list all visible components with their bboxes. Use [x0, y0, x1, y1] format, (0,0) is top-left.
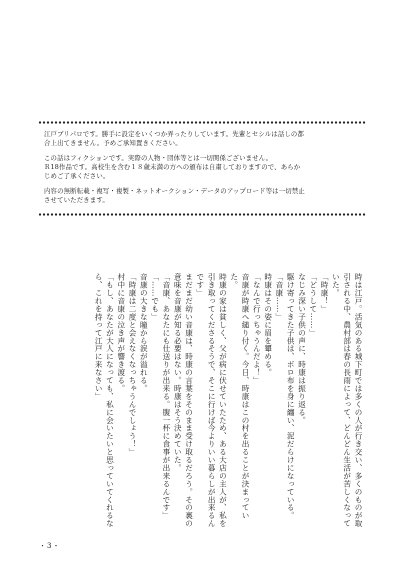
story-paragraph: 時康はその姿に眉を顰める。	[263, 273, 273, 377]
story-paragraph: 村中に音康の泣き声が響き渡る。	[116, 273, 126, 393]
story-paragraph: 「……でも」	[150, 273, 160, 321]
dotted-rule-top	[38, 121, 366, 124]
page-number: ・3・	[39, 542, 61, 550]
story-paragraph: 「なんで行っちゃうんだよ！」	[252, 273, 262, 385]
notice-paragraph-copyright: 内容の無断転載・複写・複製・ネットオークション・データのアップロード等は一切禁止 させていただきます。	[44, 187, 305, 204]
story-paragraph: 「時康は二度と会えなくなっちゃうんでしょう！」	[128, 273, 138, 456]
story-paragraph: 「音康……」	[274, 273, 284, 321]
story-paragraph: 「どうして……」	[308, 273, 318, 337]
notice-paragraph-intro: 江戸ブリパロです。勝手に設定をいくつか弄ったりしています。先輩とセシルは話しの都 合上出てきません。予めご承知置きください。	[44, 130, 304, 147]
story-paragraph: なじみ深い子供の声に、時康は振り返る。	[297, 273, 307, 425]
notice-paragraph-fiction: この話はフィクションです。実際の人物・団体等とは一切関係ございません。 Ｒ18作品です。高校生を含む１８歳未満の方への頒布は自粛しておりますので、あらか じめご了承ください。	[44, 154, 301, 180]
story-paragraph: 駆け寄ってきた子供は、ボロ布を身に纏い、泥だらけになっている。	[286, 273, 296, 520]
story-paragraph: 時は江戸。活気のある城下町では多くの人が行き交い、多くのものが取引される中、農村部は春の長雨によって、どんどん生活が苦しくなっていた。	[331, 273, 363, 528]
story-paragraph: 「時康！」	[320, 273, 330, 313]
dotted-rule-bottom	[38, 213, 366, 216]
story-body	[46, 273, 364, 535]
story-paragraph: 「音康、あなたにも仕送りが出来る。腹一杯に食事が出来るんです」	[161, 273, 171, 520]
story-paragraph: 「もし、あなたが大人になっても、私に会いたいと思っていてくれるなら、これを持って江戸に来なさい」	[94, 273, 115, 528]
story-paragraph: 音康が時康へ縋り付く。今日、時康はこの村を出ることが決まっていた。	[229, 273, 251, 520]
story-paragraph: まだまだ幼い音康は、時康の言葉をそのまま受け取るだろう。その裏の意味を音康が知る必要はない。時康はそう決めていた。	[173, 273, 194, 528]
notice-box	[38, 121, 366, 216]
notice-body	[44, 130, 362, 211]
story-paragraph: 音康の大きな瞳から涙が溢れる。	[139, 273, 149, 393]
story-paragraph: 時康の家は貧しく、父が病に伏せていたため、ある大店の主人が、私を引き取ってくださるそうで、そこに行けば今よりいい暮らしが出来るんです」	[195, 273, 228, 528]
